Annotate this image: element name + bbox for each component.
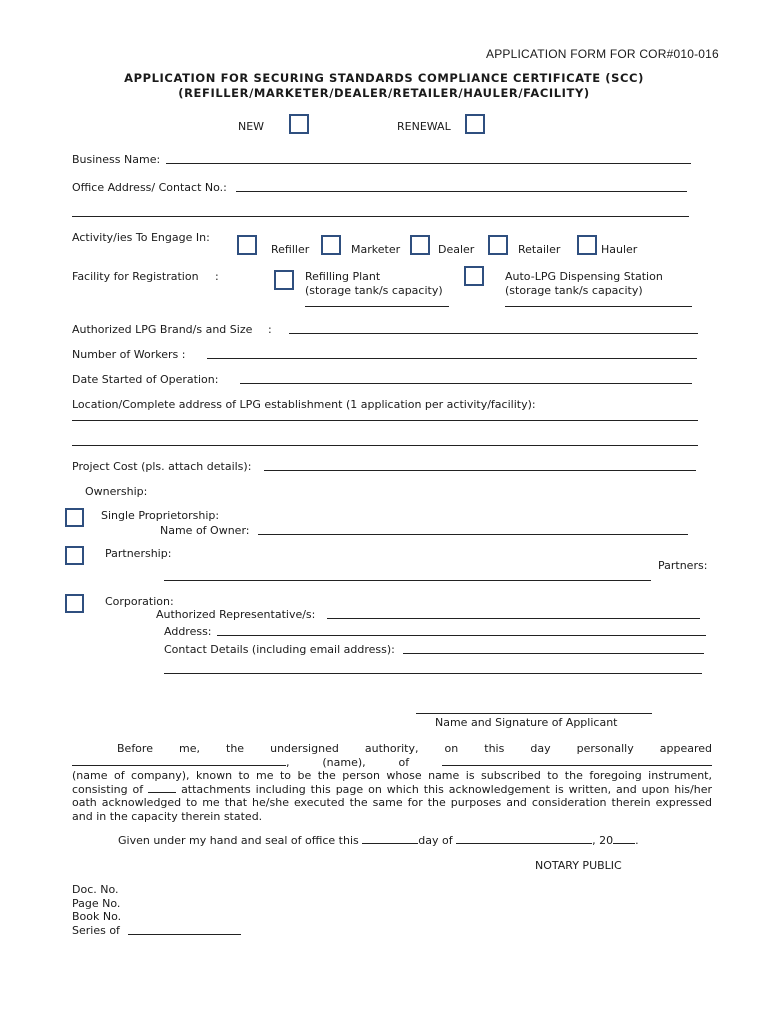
single-proprietorship-checkbox[interactable] (65, 508, 84, 527)
given-dayof-text: day of (418, 834, 453, 847)
auto-lpg-note: (storage tank/s capacity) (505, 284, 643, 297)
refilling-plant-checkbox[interactable] (274, 270, 294, 290)
owner-name-field[interactable] (258, 534, 688, 535)
notary-line-2 (72, 756, 712, 770)
notary-company-text: (name of company), known to me to be the person whose name is subscribed to the foregoing instrument, consisting of (72, 769, 712, 796)
project-cost-field[interactable] (264, 470, 696, 471)
retailer-checkbox[interactable] (488, 235, 508, 255)
given-day-field[interactable] (362, 843, 418, 844)
form-title-line1: APPLICATION FOR SECURING STANDARDS COMPLIANCE CERTIFICATE (SCC) (124, 71, 644, 85)
activities-label: Activity/ies To Engage In: (72, 231, 210, 244)
brand-size-label: Authorized LPG Brand/s and Size (72, 323, 253, 336)
new-checkbox[interactable] (289, 114, 309, 134)
marketer-label: Marketer (351, 243, 401, 256)
location-field-2[interactable] (72, 445, 698, 446)
office-address-field-2[interactable] (72, 216, 689, 217)
single-proprietorship-label: Single Proprietorship: (101, 509, 220, 522)
dealer-checkbox[interactable] (410, 235, 430, 255)
address-field[interactable] (217, 635, 706, 636)
given-year-text: , 20 (592, 834, 614, 847)
marketer-checkbox[interactable] (321, 235, 341, 255)
company-name-field[interactable] (442, 756, 712, 766)
new-label: NEW (238, 120, 265, 133)
ownership-label: Ownership: (85, 485, 148, 498)
appeared-name-field[interactable] (72, 756, 286, 766)
facility-label: Facility for Registration (72, 270, 199, 283)
given-year-field[interactable] (613, 843, 635, 844)
given-period: . (635, 834, 639, 847)
contact-details-label: Contact Details (including email address): (164, 643, 395, 656)
partnership-checkbox[interactable] (65, 546, 84, 565)
hauler-label: Hauler (601, 243, 638, 256)
facility-colon: : (215, 270, 219, 283)
dealer-label: Dealer (438, 243, 475, 256)
partners-label: Partners: (658, 559, 708, 572)
business-name-label: Business Name: (72, 153, 161, 166)
notary-paragraph (72, 742, 712, 823)
notary-line-3 (72, 769, 712, 823)
partners-field[interactable] (164, 580, 651, 581)
notary-line-1: Before me, the undersigned authority, on this day personally appeared (117, 742, 712, 755)
book-no-label: Book No. (72, 910, 122, 923)
auto-lpg-capacity-field[interactable] (505, 306, 692, 307)
form-title-line2: (REFILLER/MARKETER/DEALER/RETAILER/HAULER/FACILITY) (178, 86, 590, 100)
office-address-field[interactable] (236, 191, 687, 192)
doc-no-label: Doc. No. (72, 883, 119, 896)
renewal-label: RENEWAL (397, 120, 451, 133)
location-label: Location/Complete address of LPG establishment (1 application per activity/facility): (72, 398, 536, 411)
hauler-checkbox[interactable] (577, 235, 597, 255)
page-no-label: Page No. (72, 897, 121, 910)
auto-lpg-checkbox[interactable] (464, 266, 484, 286)
renewal-checkbox[interactable] (465, 114, 485, 134)
given-text: Given under my hand and seal of office this (118, 834, 359, 847)
given-month-field[interactable] (456, 843, 592, 844)
office-address-label: Office Address/ Contact No.: (72, 181, 227, 194)
refilling-plant-note: (storage tank/s capacity) (305, 284, 443, 297)
location-field-1[interactable] (72, 420, 698, 421)
contact-details-field-2[interactable] (164, 673, 702, 674)
refilling-plant-capacity-field[interactable] (305, 306, 449, 307)
given-under-line (118, 834, 639, 847)
brand-size-colon: : (268, 323, 272, 336)
date-started-field[interactable] (240, 383, 692, 384)
partnership-label: Partnership: (105, 547, 172, 560)
auto-lpg-label: Auto-LPG Dispensing Station (505, 270, 663, 283)
form-code: APPLICATION FORM FOR COR#010-016 (486, 47, 719, 61)
workers-label: Number of Workers : (72, 348, 186, 361)
contact-details-field[interactable] (403, 653, 704, 654)
notary-attachments-text: attachments including this page on which this acknowledgement is written, and upon his/her oath acknowledged to me that he/she executed the same for the purposes and consideration therein expressed and in the capacity therein stated. (72, 782, 712, 823)
address-label: Address: (164, 625, 212, 638)
date-started-label: Date Started of Operation: (72, 373, 219, 386)
workers-field[interactable] (207, 358, 697, 359)
refiller-label: Refiller (271, 243, 310, 256)
series-of-label: Series of (72, 924, 120, 937)
project-cost-label: Project Cost (pls. attach details): (72, 460, 252, 473)
signature-line[interactable] (416, 713, 652, 714)
business-name-field[interactable] (166, 163, 691, 164)
signature-caption: Name and Signature of Applicant (435, 716, 618, 729)
auth-rep-field[interactable] (327, 618, 700, 619)
notary-public-label: NOTARY PUBLIC (535, 859, 622, 872)
brand-size-field[interactable] (289, 333, 698, 334)
series-field[interactable] (128, 934, 241, 935)
attachments-count-field[interactable] (148, 783, 176, 793)
refiller-checkbox[interactable] (237, 235, 257, 255)
retailer-label: Retailer (518, 243, 561, 256)
refilling-plant-label: Refilling Plant (305, 270, 381, 283)
owner-name-label: Name of Owner: (160, 524, 250, 537)
notary-name-text: , (name), of (286, 755, 410, 769)
corporation-label: Corporation: (105, 595, 174, 608)
auth-rep-label: Authorized Representative/s: (156, 608, 316, 621)
corporation-checkbox[interactable] (65, 594, 84, 613)
